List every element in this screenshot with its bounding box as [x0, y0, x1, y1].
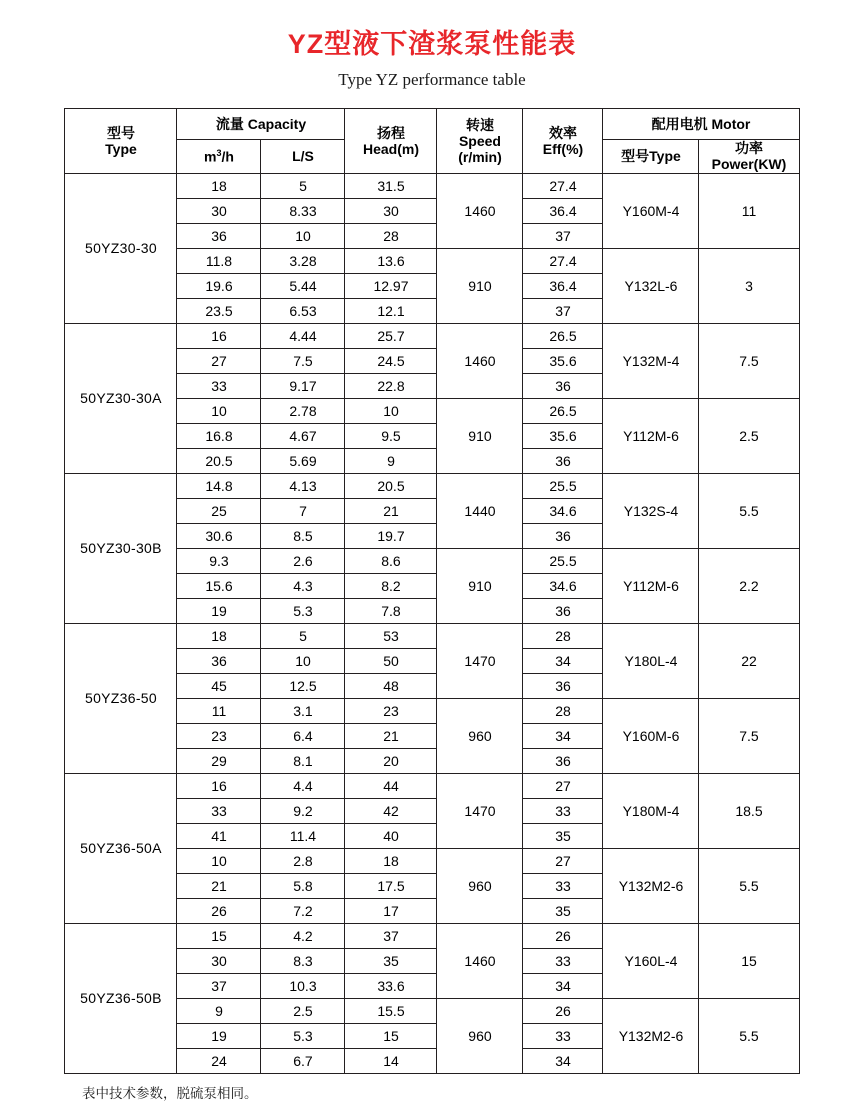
cell-capacity-m3h: 10 [177, 398, 261, 423]
cell-efficiency: 36.4 [523, 273, 603, 298]
cell-efficiency: 36 [523, 673, 603, 698]
cell-efficiency: 28 [523, 698, 603, 723]
header-efficiency: 效率 Eff(%) [523, 109, 603, 173]
cell-head: 22.8 [345, 373, 437, 398]
cell-capacity-m3h: 16 [177, 773, 261, 798]
cell-capacity-ls: 10 [261, 648, 345, 673]
cell-efficiency: 37 [523, 223, 603, 248]
cell-capacity-ls: 7.2 [261, 898, 345, 923]
cell-efficiency: 26 [523, 998, 603, 1023]
cell-motor-type: Y132S-4 [603, 473, 699, 548]
cell-capacity-m3h: 36 [177, 223, 261, 248]
table-row [65, 623, 799, 648]
cell-capacity-m3h: 25 [177, 498, 261, 523]
cell-capacity-ls: 2.78 [261, 398, 345, 423]
cell-pump-type: 50YZ30-30B [65, 473, 177, 623]
cell-motor-power: 11 [699, 173, 799, 248]
cell-head: 20 [345, 748, 437, 773]
cell-efficiency: 33 [523, 1023, 603, 1048]
cell-efficiency: 34 [523, 973, 603, 998]
cell-capacity-m3h: 30 [177, 198, 261, 223]
cell-capacity-ls: 9.2 [261, 798, 345, 823]
cell-motor-power: 3 [699, 248, 799, 323]
cell-speed: 960 [437, 848, 523, 923]
cell-capacity-ls: 2.8 [261, 848, 345, 873]
cell-efficiency: 34 [523, 648, 603, 673]
cell-motor-power: 7.5 [699, 698, 799, 773]
cell-pump-type: 50YZ30-30A [65, 323, 177, 473]
cell-head: 23 [345, 698, 437, 723]
cell-pump-type: 50YZ36-50A [65, 773, 177, 923]
performance-table [64, 108, 799, 1073]
cell-head: 14 [345, 1048, 437, 1073]
cell-capacity-m3h: 37 [177, 973, 261, 998]
cell-capacity-m3h: 33 [177, 798, 261, 823]
cell-pump-type: 50YZ30-30 [65, 173, 177, 323]
cell-speed: 960 [437, 998, 523, 1073]
cell-motor-type: Y180M-4 [603, 773, 699, 848]
cell-head: 17 [345, 898, 437, 923]
cell-capacity-ls: 4.2 [261, 923, 345, 948]
cell-capacity-ls: 4.4 [261, 773, 345, 798]
cell-motor-power: 7.5 [699, 323, 799, 398]
cell-head: 9.5 [345, 423, 437, 448]
header-motor-type: 型号Type [603, 140, 699, 173]
cell-capacity-ls: 8.33 [261, 198, 345, 223]
cell-capacity-ls: 5.8 [261, 873, 345, 898]
cell-efficiency: 27 [523, 773, 603, 798]
cell-capacity-ls: 2.6 [261, 548, 345, 573]
cell-efficiency: 33 [523, 873, 603, 898]
cell-capacity-ls: 4.3 [261, 573, 345, 598]
cell-pump-type: 50YZ36-50 [65, 623, 177, 773]
header-motor-power: 功率Power(KW) [699, 140, 799, 173]
cell-motor-type: Y160M-4 [603, 173, 699, 248]
cell-speed: 910 [437, 248, 523, 323]
cell-head: 9 [345, 448, 437, 473]
cell-speed: 910 [437, 548, 523, 623]
cell-capacity-ls: 8.3 [261, 948, 345, 973]
cell-efficiency: 36.4 [523, 198, 603, 223]
cell-capacity-m3h: 16.8 [177, 423, 261, 448]
cell-head: 15.5 [345, 998, 437, 1023]
cell-efficiency: 34.6 [523, 498, 603, 523]
cell-efficiency: 27.4 [523, 173, 603, 198]
cell-speed: 960 [437, 698, 523, 773]
cell-efficiency: 34.6 [523, 573, 603, 598]
cell-motor-type: Y160M-6 [603, 698, 699, 773]
cell-capacity-m3h: 18 [177, 623, 261, 648]
cell-head: 33.6 [345, 973, 437, 998]
cell-head: 53 [345, 623, 437, 648]
cell-capacity-m3h: 9 [177, 998, 261, 1023]
cell-speed: 1460 [437, 173, 523, 248]
cell-capacity-ls: 9.17 [261, 373, 345, 398]
cell-motor-type: Y112M-6 [603, 548, 699, 623]
cell-capacity-m3h: 27 [177, 348, 261, 373]
cell-efficiency: 36 [523, 523, 603, 548]
cell-motor-type: Y132M-4 [603, 323, 699, 398]
cell-efficiency: 27.4 [523, 248, 603, 273]
cell-capacity-ls: 6.4 [261, 723, 345, 748]
cell-capacity-ls: 5.3 [261, 1023, 345, 1048]
cell-motor-power: 5.5 [699, 848, 799, 923]
table-row [65, 773, 799, 798]
cell-motor-type: Y160L-4 [603, 923, 699, 998]
cell-efficiency: 28 [523, 623, 603, 648]
cell-capacity-ls: 3.1 [261, 698, 345, 723]
cell-head: 44 [345, 773, 437, 798]
cell-capacity-ls: 7.5 [261, 348, 345, 373]
cell-head: 48 [345, 673, 437, 698]
cell-head: 30 [345, 198, 437, 223]
cell-head: 17.5 [345, 873, 437, 898]
cell-capacity-ls: 3.28 [261, 248, 345, 273]
cell-capacity-ls: 10.3 [261, 973, 345, 998]
cell-capacity-ls: 7 [261, 498, 345, 523]
cell-motor-power: 5.5 [699, 998, 799, 1073]
page-subtitle: Type YZ performance table [338, 70, 526, 90]
cell-pump-type: 50YZ36-50B [65, 923, 177, 1073]
cell-efficiency: 25.5 [523, 473, 603, 498]
table-row [65, 173, 799, 198]
cell-capacity-m3h: 29 [177, 748, 261, 773]
cell-capacity-ls: 2.5 [261, 998, 345, 1023]
cell-capacity-m3h: 21 [177, 873, 261, 898]
cell-motor-type: Y180L-4 [603, 623, 699, 698]
cell-efficiency: 37 [523, 298, 603, 323]
cell-capacity-m3h: 20.5 [177, 448, 261, 473]
cell-efficiency: 35.6 [523, 423, 603, 448]
cell-capacity-ls: 5 [261, 173, 345, 198]
cell-head: 18 [345, 848, 437, 873]
table-row [65, 323, 799, 348]
cell-capacity-m3h: 14.8 [177, 473, 261, 498]
cell-efficiency: 34 [523, 1048, 603, 1073]
cell-capacity-ls: 6.7 [261, 1048, 345, 1073]
cell-capacity-ls: 6.53 [261, 298, 345, 323]
cell-capacity-m3h: 45 [177, 673, 261, 698]
cell-speed: 1460 [437, 323, 523, 398]
cell-speed: 1470 [437, 623, 523, 698]
cell-efficiency: 36 [523, 598, 603, 623]
cell-capacity-ls: 12.5 [261, 673, 345, 698]
cell-speed: 1460 [437, 923, 523, 998]
cell-capacity-m3h: 19.6 [177, 273, 261, 298]
cell-capacity-m3h: 9.3 [177, 548, 261, 573]
cell-capacity-ls: 8.5 [261, 523, 345, 548]
cell-capacity-ls: 11.4 [261, 823, 345, 848]
cell-capacity-m3h: 11 [177, 698, 261, 723]
cell-head: 21 [345, 498, 437, 523]
cell-capacity-m3h: 41 [177, 823, 261, 848]
cell-head: 8.2 [345, 573, 437, 598]
table-row [65, 923, 799, 948]
cell-capacity-m3h: 36 [177, 648, 261, 673]
cell-efficiency: 26 [523, 923, 603, 948]
header-motor: 配用电机 Motor [603, 109, 799, 140]
cell-head: 42 [345, 798, 437, 823]
cell-motor-type: Y132L-6 [603, 248, 699, 323]
cell-motor-power: 18.5 [699, 773, 799, 848]
page-title: YZ型液下渣浆泵性能表 [287, 29, 577, 59]
cell-head: 12.1 [345, 298, 437, 323]
cell-capacity-m3h: 23.5 [177, 298, 261, 323]
footnote: 表中技术参数，脱硫泵相同。 [82, 1085, 258, 1101]
header-capacity-m3h: $m^3/h$ [177, 140, 261, 173]
cell-head: 15 [345, 1023, 437, 1048]
cell-efficiency: 35 [523, 823, 603, 848]
cell-efficiency: 26.5 [523, 323, 603, 348]
header-capacity-ls: L/S [261, 140, 345, 173]
cell-efficiency: 25.5 [523, 548, 603, 573]
cell-head: 37 [345, 923, 437, 948]
cell-head: 21 [345, 723, 437, 748]
cell-capacity-ls: 5 [261, 623, 345, 648]
cell-capacity-m3h: 18 [177, 173, 261, 198]
cell-efficiency: 34 [523, 723, 603, 748]
cell-motor-power: 5.5 [699, 473, 799, 548]
cell-head: 28 [345, 223, 437, 248]
cell-efficiency: 35 [523, 898, 603, 923]
cell-speed: 1440 [437, 473, 523, 548]
cell-capacity-m3h: 24 [177, 1048, 261, 1073]
cell-capacity-m3h: 19 [177, 1023, 261, 1048]
cell-capacity-ls: 8.1 [261, 748, 345, 773]
cell-head: 19.7 [345, 523, 437, 548]
cell-efficiency: 36 [523, 748, 603, 773]
table-row [65, 473, 799, 498]
cell-capacity-m3h: 15 [177, 923, 261, 948]
cell-efficiency: 36 [523, 448, 603, 473]
cell-efficiency: 27 [523, 848, 603, 873]
cell-capacity-ls: 5.69 [261, 448, 345, 473]
cell-capacity-m3h: 30 [177, 948, 261, 973]
table-header [65, 109, 799, 173]
cell-capacity-ls: 4.44 [261, 323, 345, 348]
cell-capacity-m3h: 10 [177, 848, 261, 873]
cell-speed: 1470 [437, 773, 523, 848]
cell-head: 31.5 [345, 173, 437, 198]
cell-capacity-ls: 4.67 [261, 423, 345, 448]
cell-capacity-m3h: 23 [177, 723, 261, 748]
cell-motor-type: Y112M-6 [603, 398, 699, 473]
cell-capacity-ls: 10 [261, 223, 345, 248]
cell-motor-type: Y132M2-6 [603, 848, 699, 923]
cell-head: 25.7 [345, 323, 437, 348]
cell-capacity-ls: 4.13 [261, 473, 345, 498]
cell-head: 40 [345, 823, 437, 848]
cell-capacity-m3h: 11.8 [177, 248, 261, 273]
header-head: 扬程 Head(m) [345, 109, 437, 173]
header-type: 型号 Type [65, 109, 177, 173]
cell-head: 50 [345, 648, 437, 673]
cell-efficiency: 33 [523, 798, 603, 823]
cell-capacity-m3h: 33 [177, 373, 261, 398]
cell-capacity-m3h: 19 [177, 598, 261, 623]
cell-motor-power: 15 [699, 923, 799, 998]
cell-efficiency: 33 [523, 948, 603, 973]
table-body [65, 173, 799, 1073]
cell-motor-power: 22 [699, 623, 799, 698]
cell-capacity-m3h: 26 [177, 898, 261, 923]
cell-head: 7.8 [345, 598, 437, 623]
cell-capacity-m3h: 16 [177, 323, 261, 348]
cell-capacity-m3h: 30.6 [177, 523, 261, 548]
cell-capacity-ls: 5.3 [261, 598, 345, 623]
cell-head: 10 [345, 398, 437, 423]
cell-speed: 910 [437, 398, 523, 473]
page-root [0, 28, 864, 1101]
cell-head: 8.6 [345, 548, 437, 573]
header-speed: 转速 Speed (r/min) [437, 109, 523, 173]
cell-head: 24.5 [345, 348, 437, 373]
cell-efficiency: 35.6 [523, 348, 603, 373]
cell-head: 12.97 [345, 273, 437, 298]
cell-motor-type: Y132M2-6 [603, 998, 699, 1073]
cell-efficiency: 26.5 [523, 398, 603, 423]
cell-head: 20.5 [345, 473, 437, 498]
cell-capacity-ls: 5.44 [261, 273, 345, 298]
cell-capacity-m3h: 15.6 [177, 573, 261, 598]
cell-head: 35 [345, 948, 437, 973]
header-capacity: 流量 Capacity [177, 109, 345, 140]
cell-motor-power: 2.2 [699, 548, 799, 623]
cell-head: 13.6 [345, 248, 437, 273]
cell-motor-power: 2.5 [699, 398, 799, 473]
cell-efficiency: 36 [523, 373, 603, 398]
